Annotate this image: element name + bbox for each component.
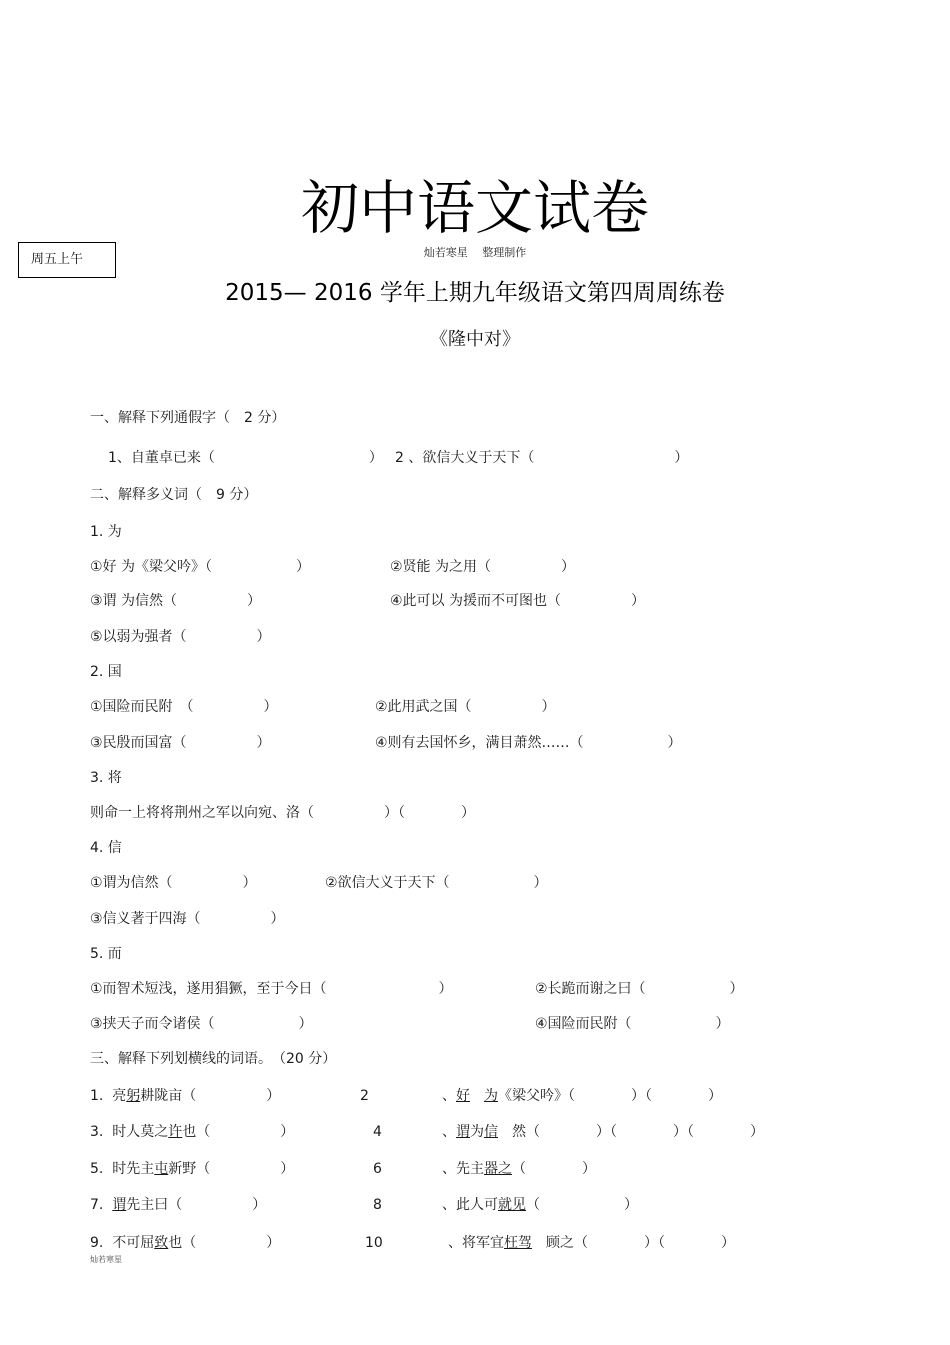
- question-number: 7.: [90, 1197, 104, 1213]
- underlined-word: 就: [498, 1197, 512, 1213]
- guo-item-4: ④则有去国怀乡，满目萧然……（ ）: [375, 735, 682, 751]
- question-text: [470, 1088, 484, 1104]
- underlined-word: 驾: [518, 1235, 532, 1251]
- wei-label: 1. 为: [90, 524, 122, 540]
- exam-title: 2015— 2016 学年上期九年级语文第四周周练卷: [225, 280, 725, 306]
- question-text: 、: [442, 1088, 456, 1104]
- underlined-word: 躬: [126, 1088, 141, 1104]
- underlined-word: 为: [484, 1088, 498, 1104]
- question-text: 不可屈: [112, 1235, 155, 1251]
- vocab-question: [442, 1122, 764, 1142]
- wei-item-1: ①好 为《梁父吟》（ ）: [90, 559, 311, 575]
- question-text: 也（ ）: [168, 1235, 281, 1251]
- text-title: 《隆中对》: [430, 329, 520, 350]
- underlined-word: 谓: [456, 1124, 470, 1140]
- question-number: 8: [373, 1197, 382, 1213]
- question-text: 然（ ）（ ）（ ）: [498, 1124, 764, 1140]
- question-text: 时人莫之: [112, 1124, 169, 1140]
- guo-item-1: ①国险而民附 （ ）: [90, 699, 278, 715]
- guo-label: 2. 国: [90, 664, 122, 680]
- er-item-2: ②长跪而谢之曰（ ）: [535, 981, 744, 997]
- question-number: 2: [360, 1088, 369, 1104]
- question-number: 5.: [90, 1161, 104, 1177]
- er-label: 5. 而: [90, 946, 122, 962]
- vocab-question: [90, 1195, 266, 1215]
- question-text: 新野（ ）: [168, 1161, 295, 1177]
- question-text: 、先主: [442, 1161, 484, 1177]
- guo-item-2: ②此用武之国（ ）: [375, 699, 556, 715]
- question-text: 亮: [112, 1088, 127, 1104]
- question-text: 顾之（ ）（ ）: [532, 1235, 735, 1251]
- underlined-word: 谓: [112, 1197, 127, 1213]
- underlined-word: 器: [484, 1161, 498, 1177]
- xin-item-2: ②欲信大义于天下（ ）: [325, 875, 548, 891]
- wei-item-5: ⑤以弱为强者（ ）: [90, 629, 271, 645]
- vocab-question: [442, 1159, 596, 1179]
- vocab-question: [90, 1122, 294, 1142]
- guo-item-3: ③民殷而国富（ ）: [90, 735, 271, 751]
- er-item-3: ③挟天子而令诸侯（ ）: [90, 1016, 313, 1032]
- vocab-question: [90, 1233, 280, 1253]
- question-text: 也（ ）: [182, 1124, 295, 1140]
- vocab-question: [90, 1159, 294, 1179]
- section1-q1: 1、自董卓已来（ ）: [108, 450, 383, 466]
- vocab-question: [448, 1233, 735, 1253]
- section1-q2: 2 、欲信大义于天下（ ）: [395, 450, 689, 466]
- question-number: 1.: [90, 1088, 104, 1104]
- wei-item-4: ④此可以 为援而不可图也（ ）: [390, 593, 645, 609]
- jiang-item-1: 则命一上将将荆州之军以向宛、洛（ ）（ ）: [90, 805, 475, 821]
- underlined-word: 屯: [154, 1161, 169, 1177]
- question-text: 、: [442, 1124, 456, 1140]
- question-text: 、将军宜: [448, 1235, 504, 1251]
- question-text: 耕陇亩（ ）: [140, 1088, 281, 1104]
- question-text: 、此人可: [442, 1197, 498, 1213]
- underlined-word: 许: [168, 1124, 183, 1140]
- question-text: （ ）: [526, 1197, 638, 1213]
- xin-item-1: ①谓为信然（ ）: [90, 875, 257, 891]
- question-text: 时先主: [112, 1161, 155, 1177]
- question-number: 6: [373, 1161, 382, 1177]
- underlined-word: 好: [456, 1088, 470, 1104]
- vocab-question: [442, 1086, 722, 1106]
- underlined-word: 信: [484, 1124, 498, 1140]
- question-number: 3.: [90, 1124, 104, 1140]
- wei-item-3: ③谓 为信然（ ）: [90, 593, 262, 609]
- page-title: 初中语文试卷: [300, 174, 649, 242]
- question-text: （ ）: [512, 1161, 596, 1177]
- xin-label: 4. 信: [90, 840, 122, 856]
- underlined-word: 之: [498, 1161, 512, 1177]
- er-item-1: ①而智术短浅，遂用猖獗，至于今日（ ）: [90, 981, 453, 997]
- question-text: 先主曰（ ）: [126, 1197, 267, 1213]
- question-number: 9.: [90, 1235, 104, 1251]
- question-number: 4: [373, 1124, 382, 1140]
- time-badge: 周五上午: [18, 242, 116, 278]
- wei-item-2: ②贤能 为之用（ ）: [390, 559, 576, 575]
- question-text: 为: [470, 1124, 484, 1140]
- question-number: 10: [365, 1235, 383, 1251]
- underlined-word: 致: [154, 1235, 169, 1251]
- section3-heading: 三、解释下列划横线的词语。 （20 分）: [90, 1051, 337, 1067]
- section1-heading: 一、解释下列通假字（ 2 分）: [90, 410, 286, 426]
- xin-item-3: ③信义著于四海（ ）: [90, 911, 285, 927]
- underlined-word: 见: [512, 1197, 526, 1213]
- footer-credit: 灿若寒星: [90, 1255, 122, 1264]
- er-item-4: ④国险而民附（ ）: [535, 1016, 730, 1032]
- section2-heading: 二、解释多义词（ 9 分）: [90, 487, 258, 503]
- vocab-question: [442, 1195, 638, 1215]
- question-text: 《梁父吟》（ ）（ ）: [498, 1088, 722, 1104]
- vocab-question: [90, 1086, 280, 1106]
- page-subtitle: 灿若寒星 整理制作: [423, 246, 527, 259]
- jiang-label: 3. 将: [90, 770, 122, 786]
- underlined-word: 枉: [504, 1235, 518, 1251]
